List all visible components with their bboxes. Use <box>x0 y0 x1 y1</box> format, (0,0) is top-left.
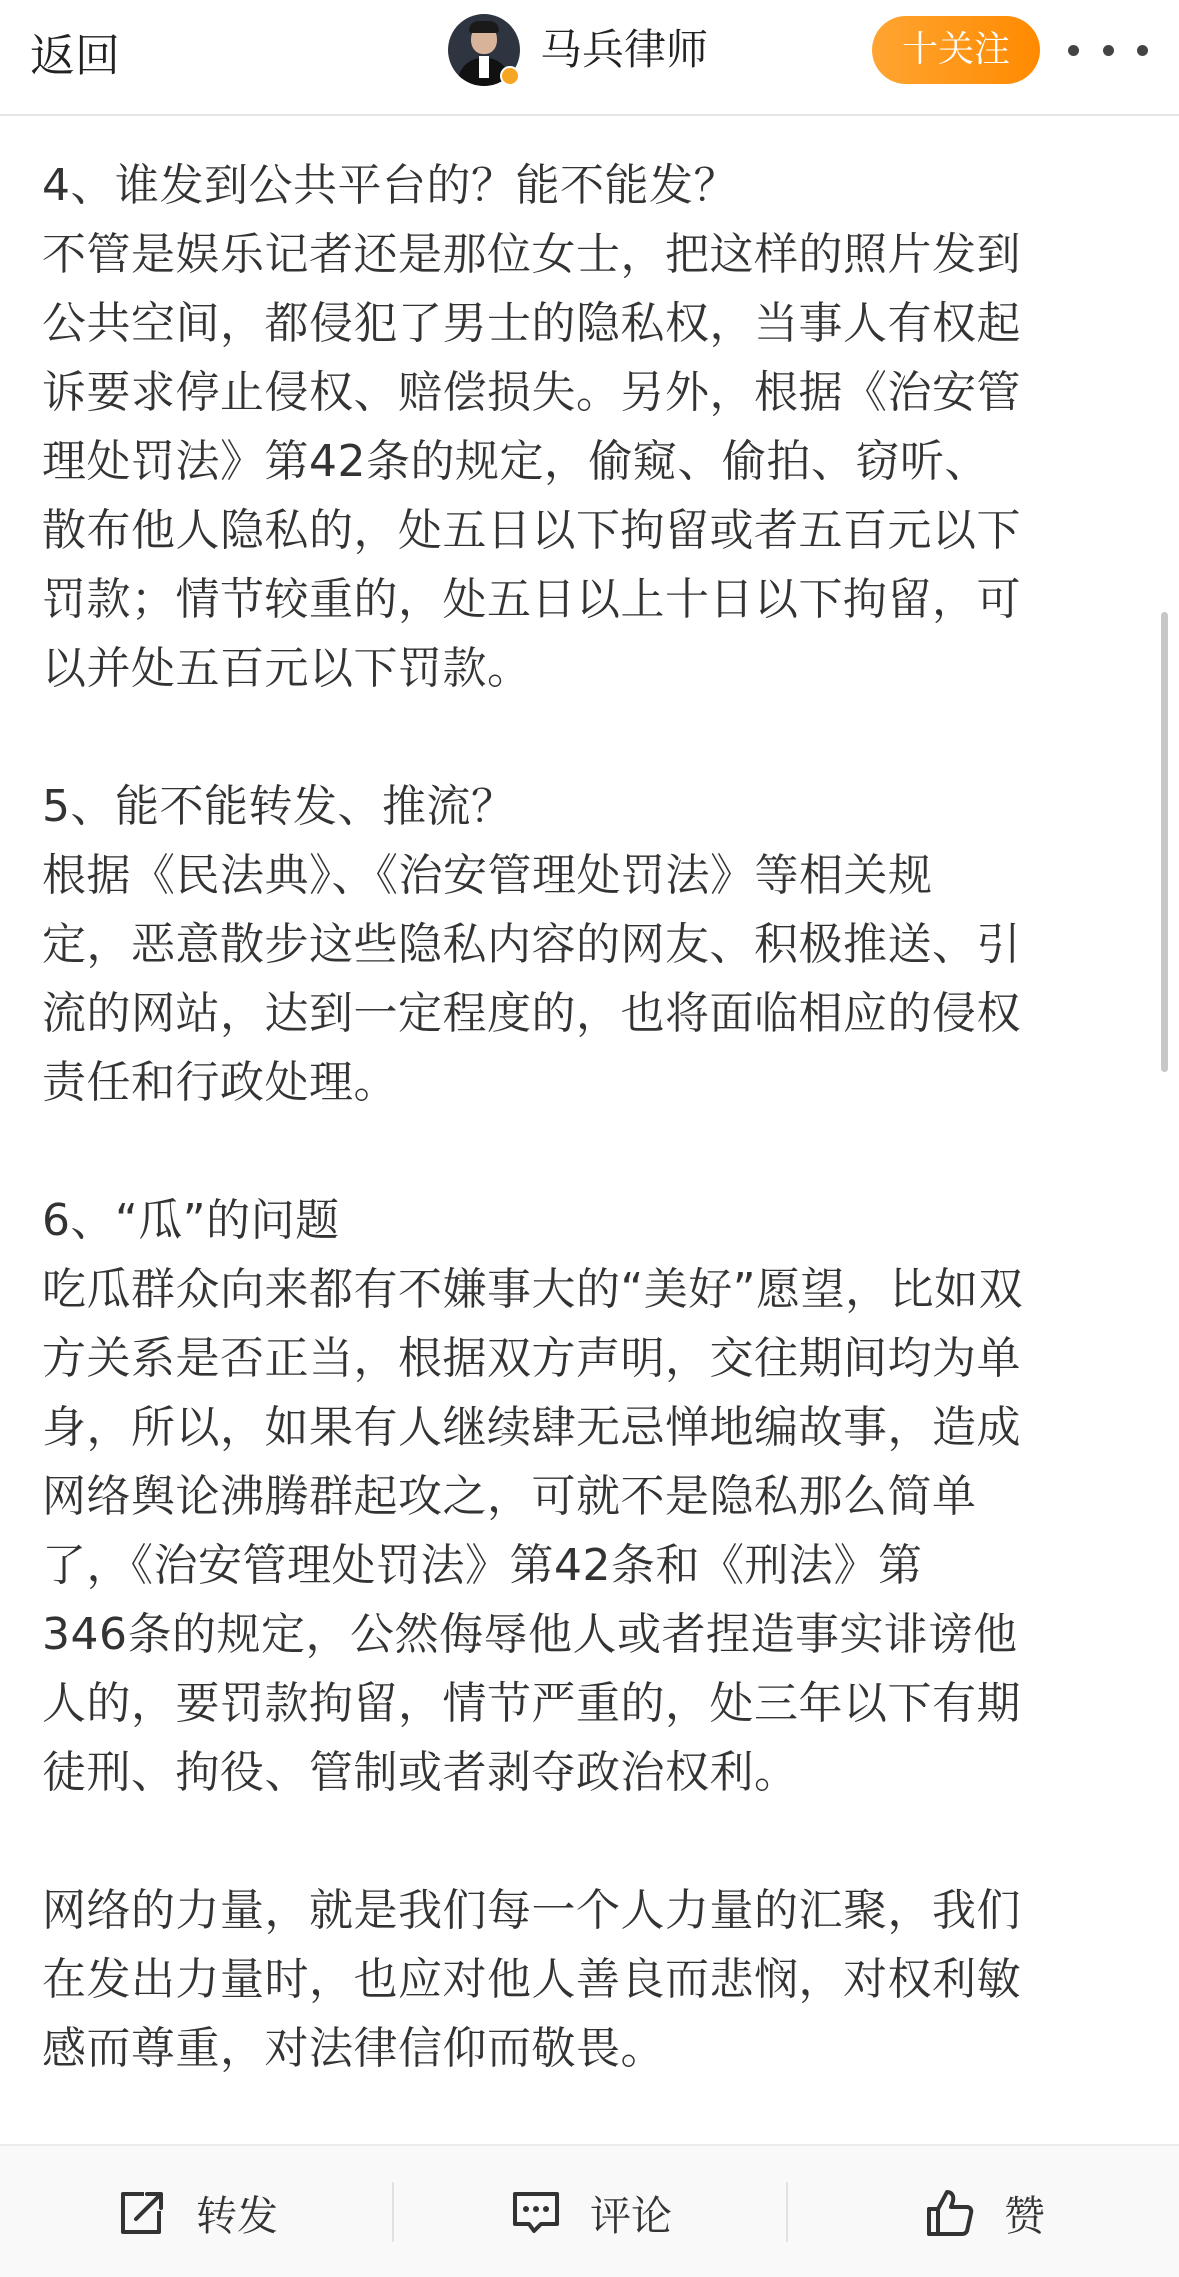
like-button[interactable] <box>788 2146 1179 2277</box>
post-text-line: 流的网站，达到一定程度的，也将面临相应的侵权 <box>42 988 1021 1039</box>
top-navigation-bar <box>0 0 1179 116</box>
repost-button[interactable] <box>0 2146 392 2277</box>
post-text-line: 诉要求停止侵权、赔偿损失。另外，根据《治安管 <box>42 367 1021 418</box>
back-button[interactable]: 返回 <box>30 29 121 82</box>
post-text-line: 定，恶意散步这些隐私内容的网友、积极推送、引 <box>42 919 1021 970</box>
post-text-line: 吃瓜群众向来都有不嫌事大的“美好”愿望，比如双 <box>42 1264 1024 1315</box>
post-text-line: 方关系是否正当，根据双方声明，交往期间均为单 <box>42 1333 1021 1384</box>
verified-badge-icon <box>500 66 520 86</box>
follow-button[interactable]: 十关注 <box>872 16 1040 84</box>
scrollbar[interactable] <box>1161 612 1168 1072</box>
post-text-line: 了，《治安管理处罚法》第42条和《刑法》第 <box>42 1540 923 1591</box>
post-text-line: 公共空间，都侵犯了男士的隐私权，当事人有权起 <box>42 298 1021 349</box>
post-text-line: 责任和行政处理。 <box>42 1057 398 1108</box>
post-text-line: 根据《民法典》、《治安管理处罚法》等相关规 <box>42 850 933 901</box>
post-text-line: 不管是娱乐记者还是那位女士，把这样的照片发到 <box>42 229 1021 280</box>
repost-icon <box>114 2185 170 2241</box>
post-text-line: 人的，要罚款拘留，情节严重的，处三年以下有期 <box>42 1678 1021 1729</box>
comment-button[interactable] <box>394 2146 786 2277</box>
repost-label: 转发 <box>196 2192 278 2240</box>
more-icon[interactable] <box>1068 22 1148 78</box>
post-text-line: 罚款；情节较重的，处五日以上十日以下拘留，可 <box>42 574 1021 625</box>
post-body <box>42 151 1152 2083</box>
post-text-line: 346条的规定，公然侮辱他人或者捏造事实诽谤他 <box>42 1609 1018 1660</box>
post-text-line: 散布他人隐私的，处五日以下拘留或者五百元以下 <box>42 505 1021 556</box>
post-text-line: 徒刑、拘役、管制或者剥夺政治权利。 <box>42 1747 799 1798</box>
post-text-line: 理处罚法》第42条的规定，偷窥、偷拍、窃听、 <box>42 436 989 487</box>
bottom-action-bar <box>0 2144 1179 2277</box>
post-text-line: 感而尊重，对法律信仰而敬畏。 <box>42 2023 665 2074</box>
author-name[interactable]: 马兵律师 <box>540 25 709 74</box>
post-text-line: 以并处五百元以下罚款。 <box>42 643 532 694</box>
like-icon <box>922 2185 978 2241</box>
section-heading: 6、“瓜”的问题 <box>42 1195 340 1246</box>
post-text-line: 身，所以，如果有人继续肆无忌惮地编故事，造成 <box>42 1402 1021 1453</box>
post-text-line: 网络的力量，就是我们每一个人力量的汇聚，我们 <box>42 1885 1021 1936</box>
section-heading: 5、能不能转发、推流？ <box>42 781 516 832</box>
comment-label: 评论 <box>590 2192 672 2240</box>
comment-icon <box>508 2185 564 2241</box>
post-text-line: 在发出力量时，也应对他人善良而悲悯，对权利敏 <box>42 1954 1021 2005</box>
section-heading: 4、谁发到公共平台的？能不能发？ <box>42 160 738 211</box>
like-label: 赞 <box>1004 2192 1045 2240</box>
author-header[interactable] <box>448 14 708 86</box>
post-text-line: 网络舆论沸腾群起攻之，可就不是隐私那么简单 <box>42 1471 977 1522</box>
